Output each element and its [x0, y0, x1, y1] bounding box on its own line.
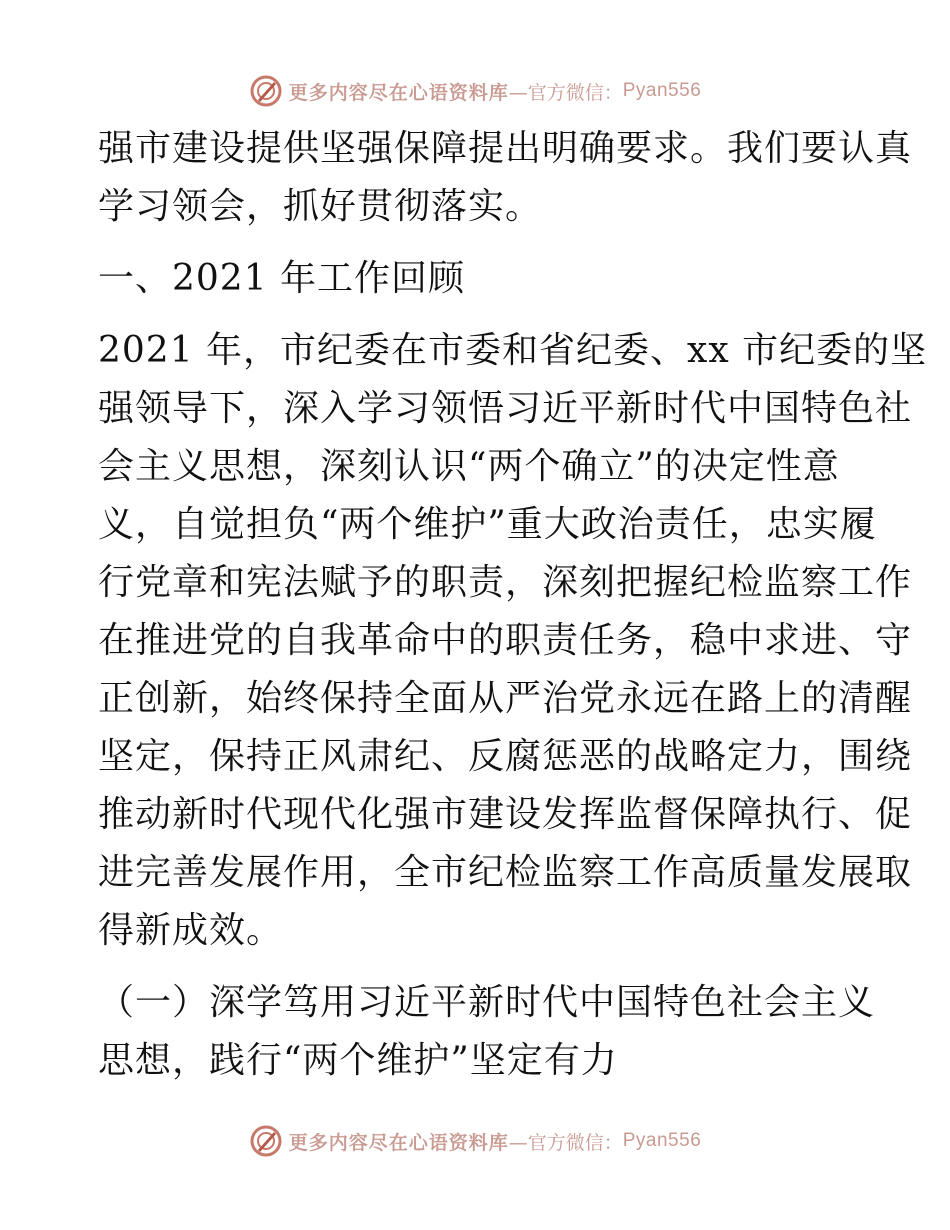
- watermark-wechat-id: Pyan556: [622, 80, 702, 101]
- section-heading: 一、2021 年工作回顾: [98, 258, 466, 299]
- text-line: 推动新时代现代化强市建设发挥监督保障执行、促: [98, 794, 913, 835]
- seal-logo-icon: [249, 1124, 283, 1158]
- watermark-header: [0, 71, 950, 111]
- text-line: 会主义思想，深刻认识“两个确立”的决定性意: [98, 446, 840, 487]
- text-line: 进完善发展作用，全市纪检监察工作高质量发展取: [98, 852, 913, 893]
- text-line: 思想，践行“两个维护”坚定有力: [98, 1040, 618, 1081]
- subsection-heading: [98, 974, 876, 1090]
- text-line: 得新成效。: [98, 910, 284, 951]
- watermark-separator: —官方微信：: [508, 81, 623, 104]
- text-line: 强领导下，深入学习领悟习近平新时代中国特色社: [98, 388, 913, 429]
- paragraph-intro: [98, 120, 913, 236]
- document-body: [98, 120, 928, 1090]
- text-line: 坚定，保持正风肃纪、反腐惩恶的战略定力，围绕: [98, 736, 913, 777]
- watermark-brand-text: 更多内容尽在心语资料库: [288, 81, 509, 104]
- watermark-wechat-id: Pyan556: [622, 1130, 702, 1151]
- watermark-separator: —官方微信：: [508, 1131, 623, 1154]
- text-line: 学习领会，抓好贯彻落实。: [98, 186, 543, 227]
- paragraph-review: [98, 322, 928, 960]
- seal-logo-icon: [249, 74, 283, 108]
- text-line: 强市建设提供坚强保障提出明确要求。我们要认真: [98, 128, 913, 169]
- text-line: 正创新，始终保持全面从严治党永远在路上的清醒: [98, 678, 913, 719]
- watermark-footer: [0, 1121, 950, 1161]
- text-line: 行党章和宪法赋予的职责，深刻把握纪检监察工作: [98, 562, 913, 603]
- text-line: 2021 年，市纪委在市委和省纪委、xx 市纪委的坚: [98, 330, 928, 371]
- text-line: 义，自觉担负“两个维护”重大政治责任，忠实履: [98, 504, 877, 545]
- text-line: 在推进党的自我革命中的职责任务，稳中求进、守: [98, 620, 913, 661]
- text-line: （一）深学笃用习近平新时代中国特色社会主义: [98, 982, 876, 1023]
- watermark-brand-text: 更多内容尽在心语资料库: [288, 1131, 509, 1154]
